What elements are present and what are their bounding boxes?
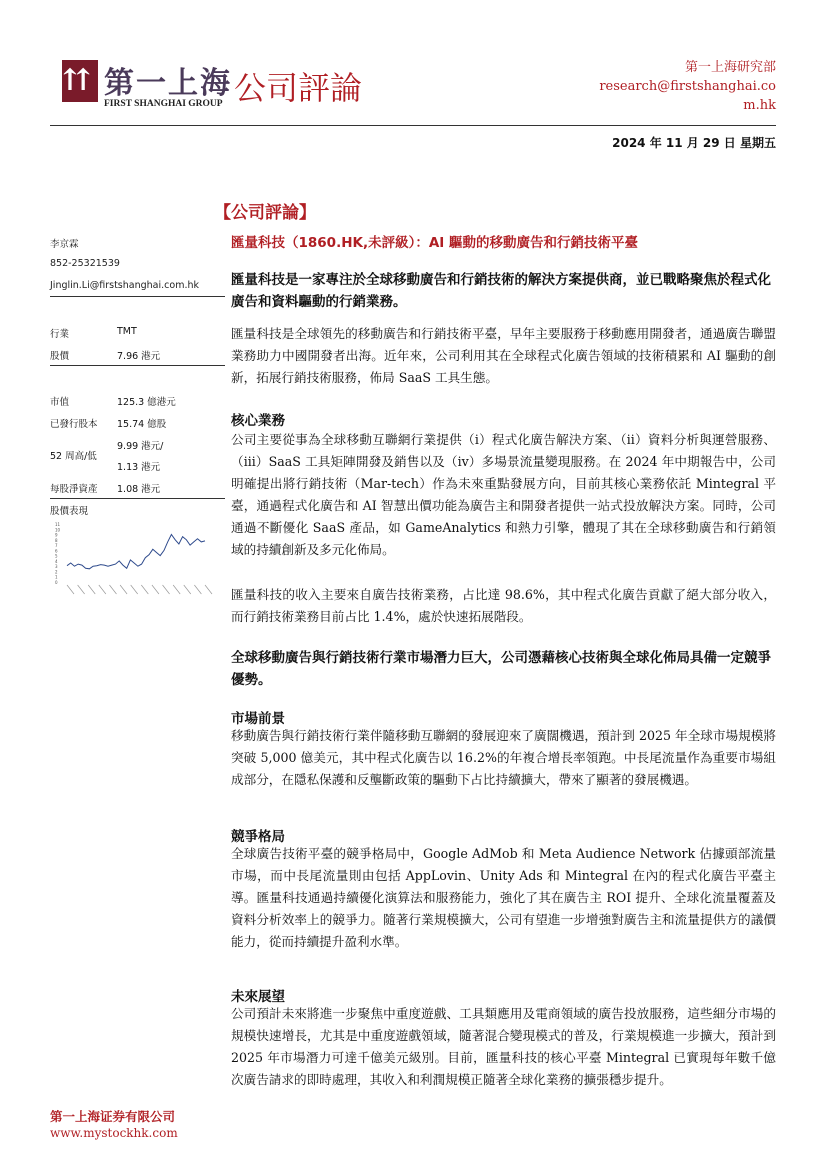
y-tick-label: 10 [55,527,61,533]
price-label: 股價 [50,351,70,362]
y-tick-label: 8 [55,537,58,543]
section-heading-competition: 競爭格局 [231,829,285,845]
analyst-name: 李京霖 [50,239,79,250]
x-tick-mark [194,585,201,594]
shares-value: 15.74 億股 [117,419,167,430]
section-heading-core: 核心業務 [231,413,285,429]
performance-label: 股價表現 [50,506,89,517]
document-type: 公司評論 [234,69,363,107]
logo-english: FIRST SHANGHAI GROUP [104,99,223,109]
y-tick-label: 9 [55,532,58,538]
y-tick-label: 6 [55,548,58,554]
market-cap-label: 市值 [50,397,70,408]
footer-company: 第一上海证券有限公司 [50,1109,176,1124]
sidebar-divider [50,296,225,297]
email-line-1: research@firstshanghai.co [599,79,776,94]
x-tick-mark [205,585,212,594]
range-high: 9.99 港元/ [117,441,164,452]
y-tick-label: 3 [55,564,58,570]
logo-chinese: 第一上海 [104,66,232,101]
report-subtitle: 匯量科技（1860.HK,未評級）：AI 驅動的移動廣告和行銷技術平臺 [231,235,639,251]
x-tick-mark [109,585,116,594]
x-tick-mark [78,585,85,594]
shares-label: 已發行股本 [50,419,98,430]
paragraph-market: 移動廣告與行銷技術行業伴隨移動互聯網的發展迎來了廣闊機遇，預計到 2025 年全球市場規模將突破 5,000 億美元，其中程式化廣告以 16.2%的年複合增長率領跑。中長尾流量作為重要市場組成部分，在隱私保護和反壟斷政策的驅動下占比持續擴大，帶來了顯著的發展機遇。 [231,728,776,787]
x-tick-mark [67,585,74,594]
y-tick-label: 1 [55,574,58,580]
y-tick-label: 11 [55,522,61,527]
x-tick-mark [173,585,180,594]
paragraph-competition: 全球廣告技術平臺的競爭格局中，Google AdMob 和 Meta Audience Network 佔據頭部流量市場，而中長尾流量則由包括 AppLovin、Unity Ads 和 Mintegral 在內的程式化廣告平臺主導。匯量科技通過持續優化演算法和服務能力，強化了其在廣告主 ROI 提升、全球化流量覆蓋及資料分析效率上的競爭力。隨著行業規模擴大，公司有望進一步增強對廣告主和流量提供方的議價能力，從而持續提升盈利水準。 [231,846,776,949]
x-tick-mark [88,585,95,594]
header-divider [50,125,776,126]
sidebar-divider [50,365,225,366]
range-low: 1.13 港元 [117,462,161,473]
paragraph-future: 公司預計未來將進一步聚焦中重度遊戲、工具類應用及電商領域的廣告投放服務，這些細分市場的規模快速增長，尤其是中重度遊戲領域，隨著混合變現模式的普及，行業規模進一步擴大，預計到 2025 年市場潛力可達千億美元級別。目前，匯量科技的核心平臺 Mintegral 已實現每年數千億次廣告請求的即時處理，其收入和利潤規模正隨著全球化業務的擴張穩步提升。 [231,1006,776,1087]
y-tick-label: 5 [55,553,58,559]
sidebar-divider [50,498,225,499]
price-chart [55,518,215,598]
x-tick-mark [141,585,148,594]
nav-value: 1.08 港元 [117,484,161,495]
analyst-phone: 852-25321539 [50,258,120,269]
analyst-email: Jinglin.Li@firstshanghai.com.hk [50,280,199,291]
email-line-2: m.hk [743,98,776,113]
paragraph-core-business: 公司主要從事為全球移動互聯網行業提供（i）程式化廣告解決方案、（ii）資料分析與運營服務、（iii）SaaS 工具矩陣開發及銷售以及（iv）多場景流量變現服務。在 2024 年中期報告中，公司明確提出將行銷技術（Mar-tech）作為未來重點發展方向，目前其核心業務依託 Mintegral 平臺，通過程式化廣告和 AI 智慧出價功能為廣告主和開發者提供一站式投放解決方案。同時，公司通過不斷優化 SaaS 產品，如 GameAnalytics 和熱力引擎，體現了其在全球移動廣告和行銷領域的持續創新及多元化佈局。 [231,432,776,557]
x-tick-mark [99,585,106,594]
x-tick-mark [152,585,159,594]
section-bracket-title: 【公司評論】 [214,203,316,223]
x-tick-mark [184,585,191,594]
price-value: 7.96 港元 [117,351,161,362]
y-tick-label: 4 [55,558,58,564]
market-cap-value: 125.3 億港元 [117,397,176,408]
y-tick-label: 0 [55,580,58,585]
industry-value: TMT [117,326,137,337]
report-date: 2024 年 11 月 29 日 星期五 [612,136,776,150]
x-tick-mark [120,585,127,594]
industry-label: 行業 [50,329,70,340]
lead-summary: 匯量科技是一家專注於全球移動廣告和行銷技術的解決方案提供商，並已戰略聚焦於程式化廣告和資料驅動的行銷業務。 [231,272,771,310]
x-tick-mark [163,585,170,594]
range-label: 52 周高/低 [50,451,97,462]
lead-market: 全球移動廣告與行銷技術行業市場潛力巨大，公司憑藉核心技術與全球化佈局具備一定競爭優勢。 [231,650,771,688]
x-tick-mark [131,585,138,594]
footer-link[interactable]: www.mystockhk.com [50,1126,178,1140]
section-heading-future: 未來展望 [231,989,285,1005]
nav-label: 每股淨資產 [50,484,98,495]
y-tick-label: 7 [55,543,58,549]
department: 第一上海研究部 [684,60,776,75]
paragraph-revenue: 匯量科技的收入主要來自廣告技術業務，占比達 98.6%，其中程式化廣告貢獻了絕大部分收入，而行銷技術業務目前占比 1.4%，處於快速拓展階段。 [231,587,776,624]
paragraph-intro: 匯量科技是全球領先的移動廣告和行銷技術平臺，早年主要服務于移動應用開發者，通過廣告聯盟業務助力中國開發者出海。近年來，公司利用其在全球程式化廣告領域的技術積累和 AI 驅動的創新，拓展行銷技術服務，佈局 SaaS 工具生態。 [231,326,776,385]
logo-glyph-icon: ⇈ [64,63,90,98]
research-contact [599,58,776,115]
section-heading-outlook: 市場前景 [231,711,285,727]
price-series-line [67,535,205,569]
y-tick-label: 2 [55,569,58,575]
